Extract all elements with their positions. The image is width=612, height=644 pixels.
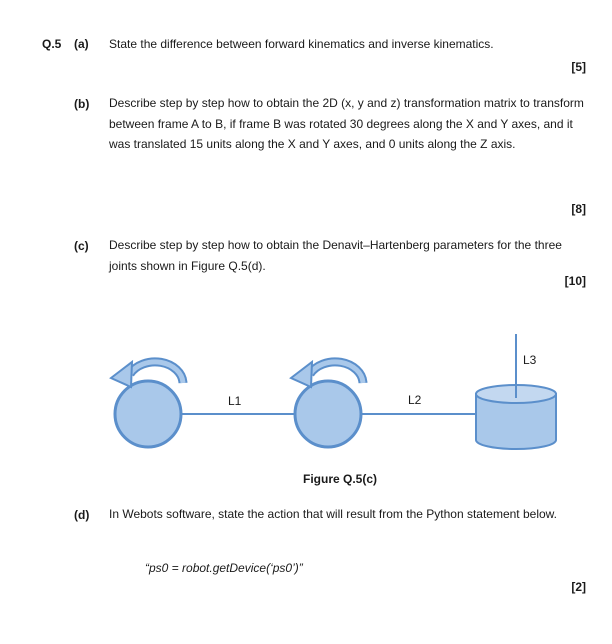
figure-caption: Figure Q.5(c) (303, 472, 378, 486)
part-b-label: (b) (74, 97, 90, 111)
code-quote: “ps0 = robot.getDevice(‘ps0’)” (145, 561, 303, 575)
part-d-text: In Webots software, state the action that will result from the Python statement below. (109, 507, 558, 521)
question-number: Q.5 (42, 37, 62, 51)
part-b-marks: [8] (571, 202, 586, 216)
link-label-l2: L2 (408, 393, 422, 407)
joint-2-circle (295, 381, 361, 447)
part-b-text: Describe step by step how to obtain the 2D (x, y and z) transformation matrix to transform between frame A to B, if frame B was rotated 30 degrees along the X and Y axes, and it was translated 15 units along the X and Y axes, and 0 units along the Z axis. (109, 96, 584, 151)
part-d-marks: [2] (571, 580, 586, 594)
joint-1-circle (115, 381, 181, 447)
part-a-label: (a) (74, 37, 89, 51)
part-a-text: State the difference between forward kinematics and inverse kinematics. (109, 37, 494, 51)
part-c-marks: [10] (564, 274, 586, 288)
part-c-label: (c) (74, 239, 89, 253)
robot-arm-figure (0, 320, 612, 470)
part-c-text: Describe step by step how to obtain the Denavit–Hartenberg parameters for the three joints shown in Figure Q.5(d). (109, 238, 562, 273)
link-label-l3: L3 (523, 353, 537, 367)
part-a-marks: [5] (571, 60, 586, 74)
link-label-l1: L1 (228, 394, 242, 408)
part-d-label: (d) (74, 508, 90, 522)
